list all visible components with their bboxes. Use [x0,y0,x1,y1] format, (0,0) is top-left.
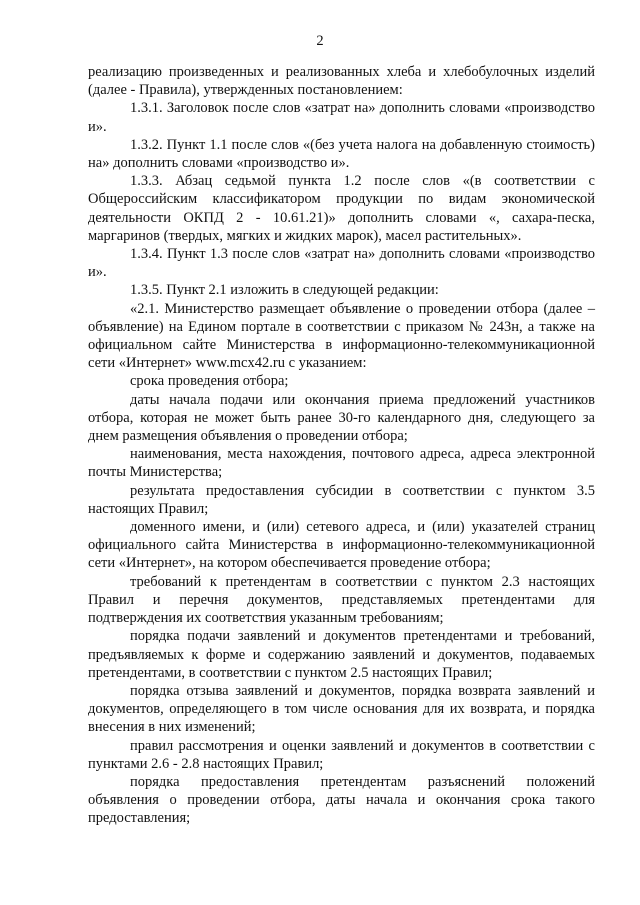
paragraph: 1.3.1. Заголовок после слов «затрат на» дополнить словами «производство и». [88,100,595,135]
paragraph: «2.1. Министерство размещает объявление о проведении отбора (далее – объявление) на Едином портале в соответствии с приказом № 243н, а также на официальном сайте Министерства в информационно-телекоммуникационной сети «Интернет» www.mcx42.ru с указанием: [88,300,595,372]
paragraph: 1.3.5. Пункт 2.1 изложить в следующей редакции: [130,282,439,299]
paragraph: 1.3.2. Пункт 1.1 после слов «(без учета налога на добавленную стоимость) на» дополнить словами «производство и». [88,136,595,172]
paragraph: даты начала подачи или окончания приема предложений участников отбора, которая не может быть ранее 30-го календарного дня, следующего за днем размещения объявления о проведении отбора; [88,391,595,445]
paragraph: результата предоставления субсидии в соответствии с пунктом 3.5 настоящих Правил; [88,482,595,517]
page-number: 2 [316,33,324,49]
paragraph: доменного имени, и (или) сетевого адреса, и (или) указателей страниц официального сайта Министерства в информационно-телекоммуникационной сети «Интернет», на котором обеспечивается проведение отбора; [88,519,595,572]
paragraph: срока проведения отбора; [130,373,289,390]
paragraph: требований к претендентам в соответствии с пунктом 2.3 настоящих Правил и перечня документов, представляемых претендентами для подтверждения их соответствия указанным требованиям; [88,573,595,627]
paragraph: порядка подачи заявлений и документов претендентами и требований, предъявляемых к форме и содержанию заявлений и документов, подаваемых претендентами, в соответствии с пунктом 2.5 настоящих Правил; [88,628,595,681]
paragraph: реализацию произведенных и реализованных хлеба и хлебобулочных изделий (далее - Правила), утвержденных постановлением: [88,64,595,99]
document-body [88,63,595,828]
paragraph: 1.3.4. Пункт 1.3 после слов «затрат на» дополнить словами «производство и». [88,246,595,281]
paragraph: 1.3.3. Абзац седьмой пункта 1.2 после слов «(в соответствии с Общероссийским классификатором продукции по видам экономической деятельности ОКПД 2 - 10.61.21)» дополнить словами «, сахара-песка, маргаринов (твердых, мягких и жидких марок), масел растительных». [88,173,595,244]
paragraph: правил рассмотрения и оценки заявлений и документов в соответствии с пунктами 2.6 - 2.8 настоящих Правил; [88,737,595,772]
paragraph: наименования, места нахождения, почтового адреса, адреса электронной почты Министерства; [88,446,595,481]
paragraph: порядка отзыва заявлений и документов, порядка возврата заявлений и документов, определяющего в том числе основания для их возврата, и порядка внесения в них изменений; [88,682,595,736]
paragraph: порядка предоставления претендентам разъяснений положений объявления о проведении отбора, даты начала и окончания срока такого предоставления; [88,773,595,827]
